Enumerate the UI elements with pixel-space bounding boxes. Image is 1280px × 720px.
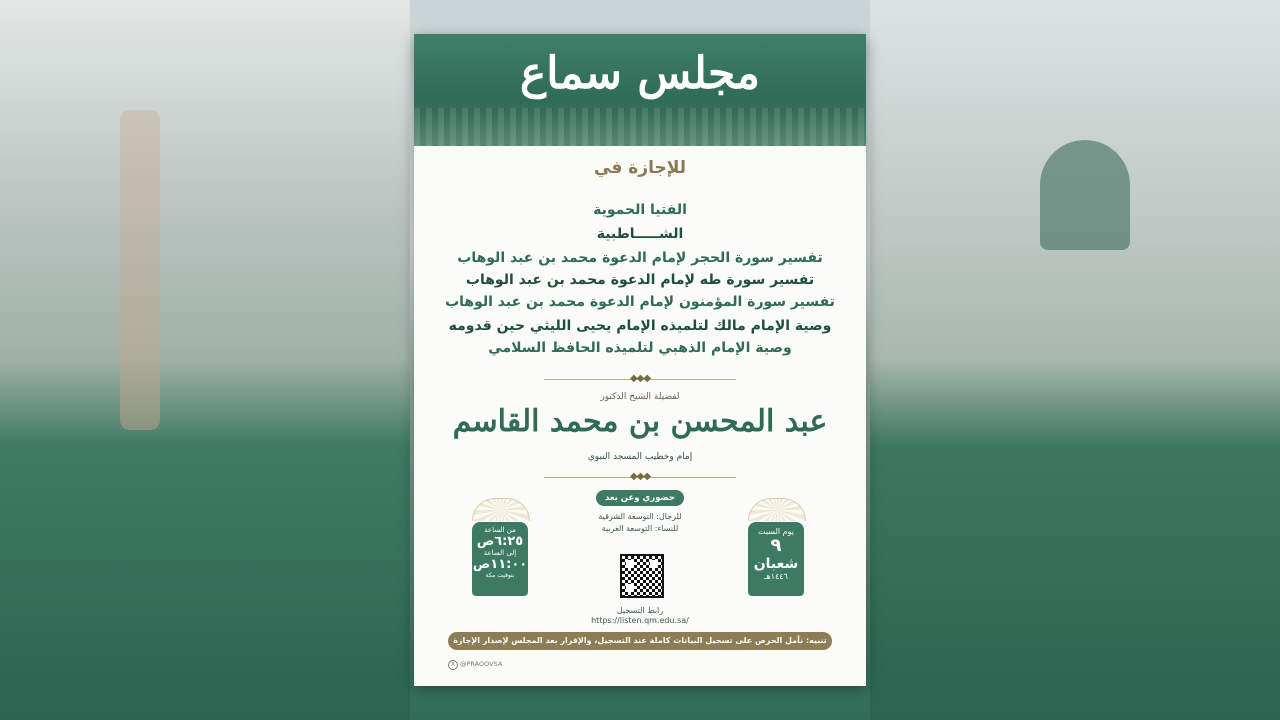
location-women: للنساء: التوسعة الغربية [601,524,679,533]
date-year: ١٤٤٦هـ [764,572,788,581]
time-card [472,522,528,596]
x-logo-icon: X [448,660,458,670]
footer-handle-text: @PRAOOVSA [460,660,503,668]
arch-ornament [472,498,530,521]
book-title: الشـــــاطبية [596,226,684,242]
sheikh-name: عبد المحسن بن محمد القاسم [452,404,828,439]
footer-handle [448,660,502,670]
arch-ornament [748,498,806,521]
background-dome [1040,140,1130,250]
notice-banner: تنبيه: نأمل الحرص على تسجيل البيانات كاملة عند التسجيل، والإقرار بعد المجلس لإصدار الإجازة [448,632,832,650]
book-title: تفسير سورة المؤمنون لإمام الدعوة محمد بن عبد الوهاب [445,294,835,310]
time-to-label: إلى الساعة [483,549,517,557]
background-minaret [120,110,160,430]
registration-label: رابط التسجيل [616,606,664,615]
qr-code[interactable] [620,554,664,598]
poster-subtitle: للإجازة في [594,158,686,178]
poster-header [414,34,866,146]
time-from: ٦:٢٥ص [476,534,524,549]
registration-link[interactable]: https://listen.qm.edu.sa/ [591,616,689,625]
sheikh-honorific: لفضيلة الشيخ الدكتور [600,392,680,402]
attendance-badge: حضوري وعن بعد [596,490,684,506]
background-left [0,0,410,720]
date-month: شعبان [753,556,799,572]
book-title: الفتيا الحموية [593,202,687,218]
location-men: للرجال: التوسعة الشرقية [598,512,682,521]
book-title: تفسير سورة طه لإمام الدعوة محمد بن عبد الوهاب [465,272,815,288]
sheikh-role: إمام وخطيب المسجد النبوي [587,452,693,462]
date-day: يوم السبت [758,527,794,536]
poster [414,34,866,686]
background-right [870,0,1280,720]
diamond-ornament-icon: ◆◆◆ [629,373,651,384]
diamond-ornament-icon: ◆◆◆ [629,471,651,482]
time-to: ١١:٠٠ص [472,557,528,572]
time-zone-label: بتوقيت مكة [485,572,515,579]
book-title: وصية الإمام مالك لتلميذه الإمام يحيى الليثي حين قدومه [448,318,832,334]
book-title: وصية الإمام الذهبي لتلميذه الحافظ السلامي [488,340,792,356]
poster-title: مجلس سماع [520,48,760,99]
date-day-number: ٩ [770,535,782,556]
date-card [748,522,804,596]
book-title: تفسير سورة الحجر لإمام الدعوة محمد بن عبد الوهاب [457,250,823,266]
time-from-label: من الساعة [484,526,516,534]
